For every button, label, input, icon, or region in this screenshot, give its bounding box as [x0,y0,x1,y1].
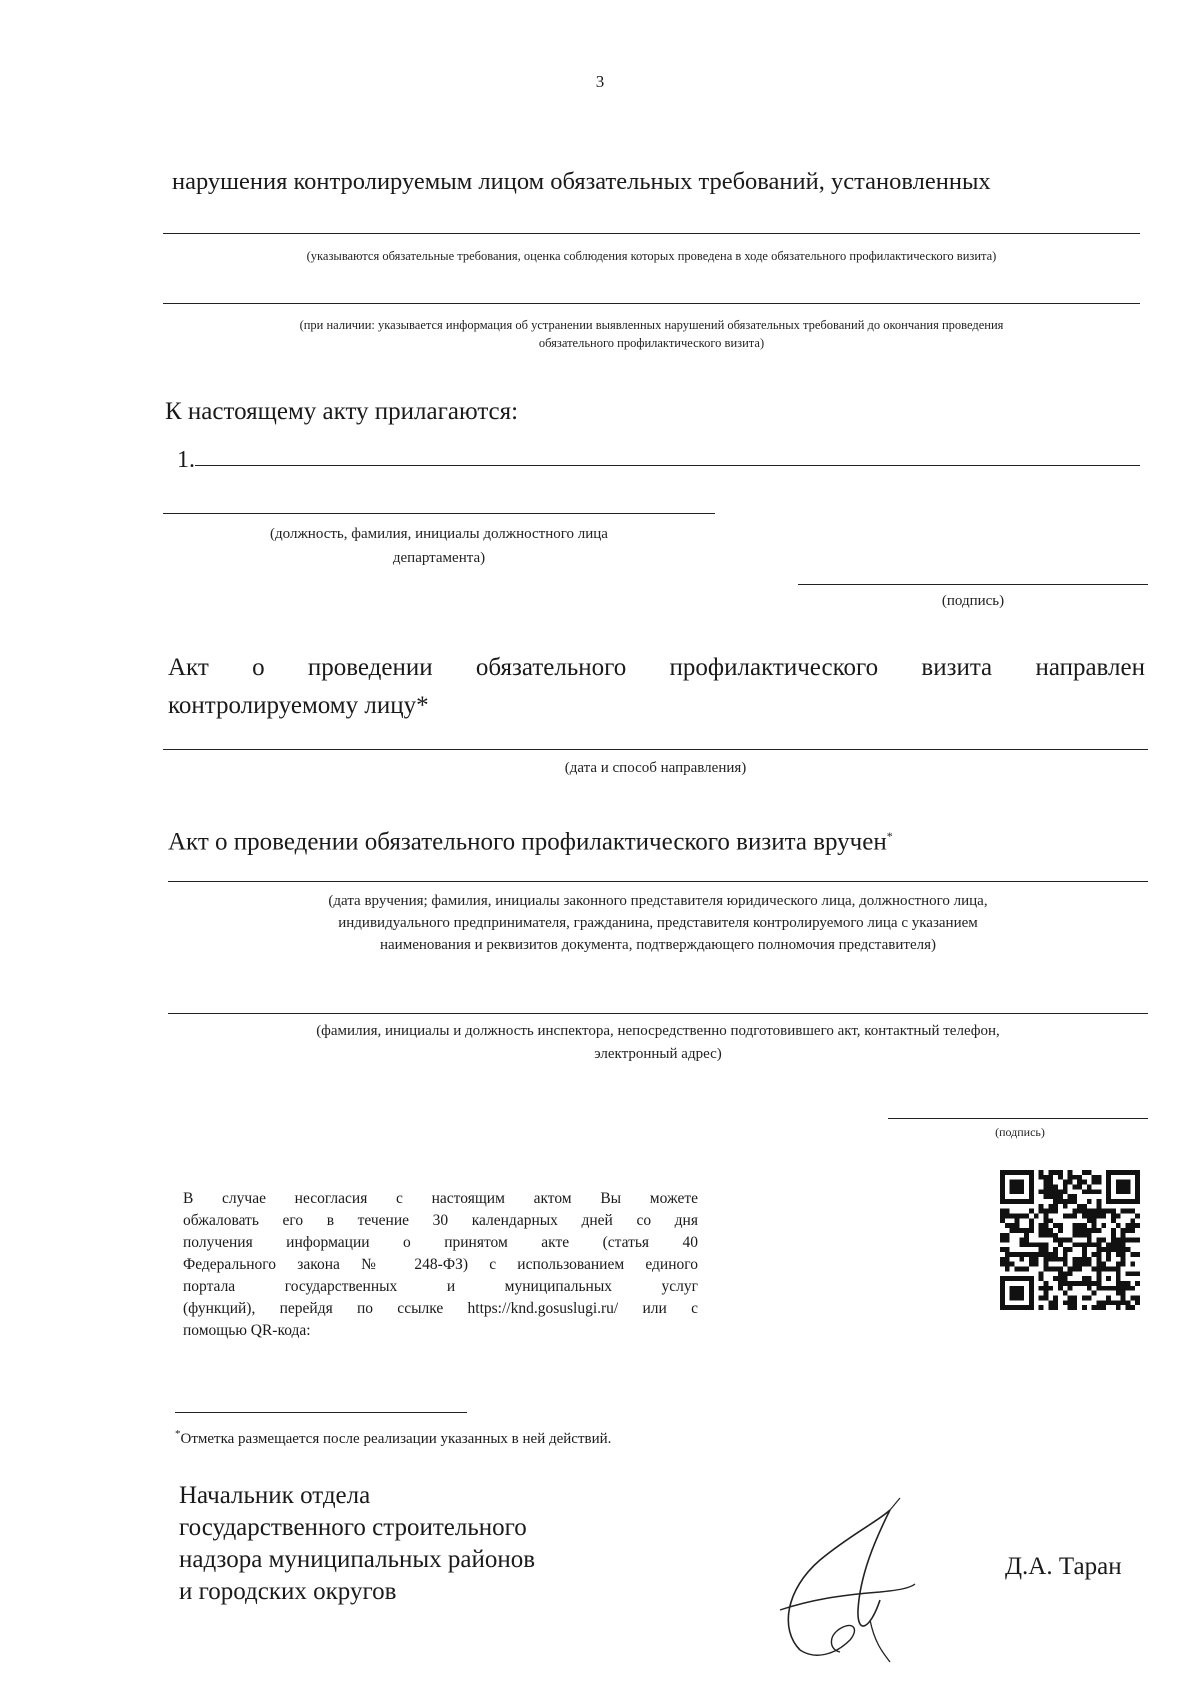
footnote-separator [175,1412,467,1413]
signer-title-line-4: и городских округов [179,1578,397,1605]
caption-elimination-1: (при наличии: указывается информация об устранении выявленных нарушений обязательных требований до окончания проведения [299,318,1004,332]
appeal-line-6: (функций), перейдя по ссылке https://knd.gosuslugi.ru/ или с [183,1300,698,1317]
requirements-line [163,233,1140,234]
handed-heading [168,820,1145,858]
caption-requirements: (указываются обязательные требования, оценка соблюдения которых проведена в ходе обязательного профилактического визита) [306,249,997,263]
caption-official-1: (должность, фамилия, инициалы должностного лица [270,526,608,542]
signer-title-line-3: надзора муниципальных районов [179,1546,536,1573]
caption-handed-1: (дата вручения; фамилия, инициалы законного представителя юридического лица, должностного лица, [328,893,988,909]
official-line [163,513,715,514]
handwritten-signature [740,1480,940,1680]
elimination-line [163,303,1140,304]
attachment-item-number: 1. [177,447,195,473]
signer-title-line-1: Начальник отдела [179,1482,371,1509]
caption-signature: (подпись) [941,593,1005,609]
caption-inspector-2: электронный адрес) [594,1046,722,1062]
signer-title [179,1480,679,1608]
appeal-block [183,1188,698,1342]
sent-line-2: контролируемому лицу* [168,692,429,719]
appeal-line-5: портала государственных и муниципальных услуг [183,1278,698,1295]
attachments-heading: К настоящему акту прилагаются: [165,398,519,425]
handed-star: * [886,829,893,843]
qr-code-icon[interactable] [1000,1170,1140,1310]
caption-official-2: департамента) [392,550,486,566]
appeal-line-7: помощью QR-кода: [183,1322,311,1339]
caption-handed-3: наименования и реквизитов документа, подтверждающего полномочия представителя) [380,937,936,953]
attachment-item-line [195,465,1140,466]
signer-title-line-2: государственного строительного [179,1514,527,1541]
appeal-line-1: В случае несогласия с настоящим актом Вы можете [183,1190,698,1207]
footnote-text: Отметка размещается после реализации указанных в ней действий. [180,1431,612,1447]
intro-line: нарушения контролируемым лицом обязательных требований, установленных [172,168,991,195]
caption-inspector-1: (фамилия, инициалы и должность инспектора, непосредственно подготовившего акт, контактный телефон, [316,1023,1000,1039]
sent-line-1: Акт о проведении обязательного профилактического визита направлен [168,654,1145,681]
appeal-line-2: обжаловать его в течение 30 календарных дней со дня [183,1212,698,1229]
appeal-line-3: получения информации о принятом акте (статья 40 [183,1234,698,1251]
handed-heading-text: Акт о проведении обязательного профилактического визита вручен [168,828,887,856]
appeal-line-4: Федерального закона № 248-ФЗ) с использованием единого [183,1256,698,1273]
signer-name: Д.А. Таран [1005,1553,1122,1580]
caption-handed-2: индивидуального предпринимателя, гражданина, представителя контролируемого лица с указанием [338,915,978,931]
official-signature-line [798,584,1148,585]
caption-signature-small: (подпись) [995,1125,1045,1139]
caption-elimination-2: обязательного профилактического визита) [538,336,765,350]
caption-sent: (дата и способ направления) [564,760,747,776]
inspector-signature-line [888,1118,1148,1119]
footnote-star: * [175,1428,181,1440]
handed-line [168,881,1148,882]
inspector-line [168,1013,1148,1014]
page-number: 3 [595,72,605,91]
sent-line [163,749,1148,750]
footnote [175,1428,875,1448]
